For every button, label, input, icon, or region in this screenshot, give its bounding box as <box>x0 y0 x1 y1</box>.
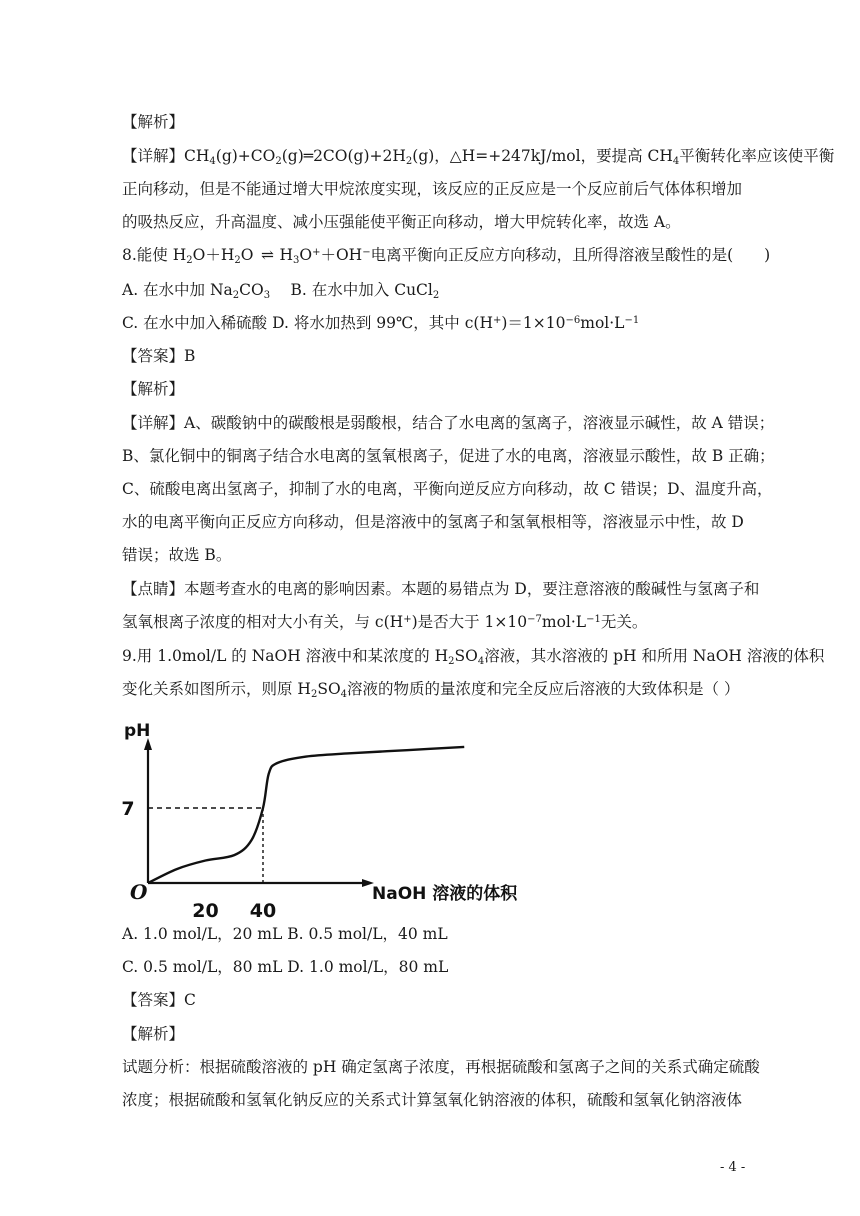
q8-detail-1: 【详解】A、碳酸钠中的碳酸根是弱酸根，结合了水电离的氢离子，溶液显示碱性，故 A 错误； <box>122 414 775 432</box>
detail-line-3: 的吸热反应，升高温度、减小压强能使平衡正向移动，增大甲烷转化率，故选 A。 <box>122 213 681 231</box>
x-tick-label-40: 40 <box>249 900 277 922</box>
q9-explanation-1: 试题分析：根据硫酸溶液的 pH 确定氢离子浓度，再根据硫酸和氢离子之间的关系式确定硫酸 <box>122 1058 760 1076</box>
q9-answer: 【答案】C <box>122 991 196 1009</box>
q8-detail-2: B、氯化铜中的铜离子结合水电离的氢氧根离子，促进了水的电离，溶液显示酸性，故 B 正确； <box>122 447 775 465</box>
q8-analysis-heading: 【解析】 <box>122 380 185 398</box>
y-axis-label: pH <box>124 721 151 741</box>
y-tick-label-7: 7 <box>121 798 135 820</box>
q9-options-ab: A. 1.0 mol/L，20 mL B. 0.5 mol/L，40 mL <box>122 925 448 943</box>
equilibrium-arrow-icon: ⇌ <box>260 246 272 264</box>
q8-detail-5: 错误；故选 B。 <box>122 546 232 564</box>
q8-tip-1: 【点睛】本题考查水的电离的影响因素。本题的易错点为 D，要注意溶液的酸碱性与氢离子和 <box>122 580 760 598</box>
ph-curve <box>148 747 464 883</box>
q9-explanation-2: 浓度；根据硫酸和氢氧化钠反应的关系式计算氢氧化钠溶液的体积，硫酸和氢氧化钠溶液体 <box>122 1091 743 1109</box>
question-9-line-1: 9.用 1.0mol/L 的 NaOH 溶液中和某浓度的 $H_2SO_4$溶液，其水溶液的 pH 和所用 NaOH 溶液的体积 <box>122 647 825 667</box>
question-8: 8.能使 $H_2O+H_2O$ ⇌ $H_3O^++OH^-$电离平衡向正反应方向移动，且所得溶液呈酸性的是( ) <box>122 246 771 266</box>
q9-analysis-heading: 【解析】 <box>122 1025 185 1043</box>
origin-label: O <box>130 880 148 904</box>
detail-line-2: 正向移动，但是不能通过增大甲烷浓度实现，该反应的正反应是一个反应前后气体体积增加 <box>122 180 743 198</box>
q8-answer: 【答案】B <box>122 347 196 365</box>
titration-curve-chart <box>110 716 590 922</box>
q8-detail-4: 水的电离平衡向正反应方向移动，但是溶液中的氢离子和氢氧根相等，溶液显示中性，故 D <box>122 513 744 531</box>
question-9-line-2: 变化关系如图所示，则原 $H_2SO_4$溶液的物质的量浓度和完全反应后溶液的大致体积是（ ） <box>122 680 740 700</box>
q8-detail-3: C、硫酸电离出氢离子，抑制了水的电离，平衡向逆反应方向移动，故 C 错误；D、温度升高， <box>122 480 773 498</box>
q9-options-cd: C. 0.5 mol/L，80 mL D. 1.0 mol/L，80 mL <box>122 958 449 976</box>
analysis-heading: 【解析】 <box>122 113 185 131</box>
q8-tip-2: 氢氧根离子浓度的相对大小有关，与 c(H+)是否大于 $1\times 10^{-7}mol\cdot L^{-1}$无关。 <box>122 613 648 631</box>
page-number: - 4 - <box>720 1160 746 1175</box>
x-tick-label-20: 20 <box>192 900 219 922</box>
q8-options-cd: C. 在水中加入稀硫酸 D. 将水加热到 99℃，其中 $c(H^+)=1\times 10^{-6}mol\cdot L^{-1}$ <box>122 314 640 332</box>
q8-options-ab: A. 在水中加 $Na_2CO_3$ B. 在水中加入 CuCl$_2$ <box>122 281 440 301</box>
detail-line-1: 【详解】$CH_4(g)+CO_2(g)═2CO(g)+2H_2(g)$，△H=+247kJ/mol，要提高 $CH_4$平衡转化率应该使平衡 <box>122 147 835 167</box>
x-axis-label: NaOH 溶液的体积 <box>372 884 518 904</box>
